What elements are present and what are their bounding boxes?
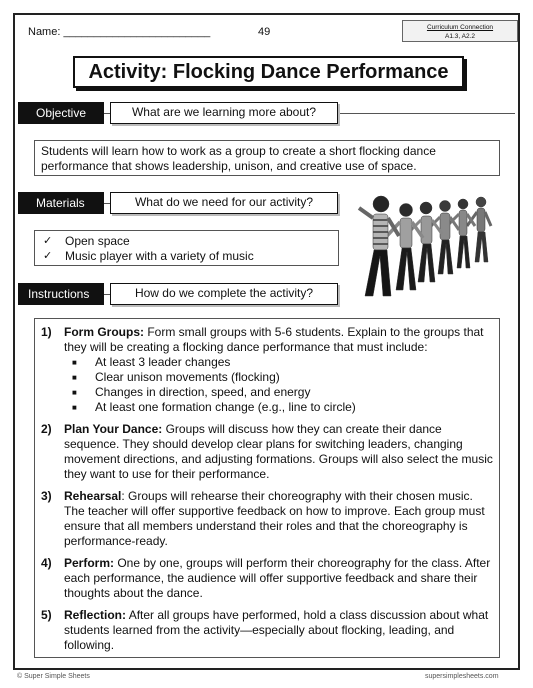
list-item <box>41 422 493 482</box>
materials-label: Materials <box>18 192 104 214</box>
step-number: 4) <box>41 556 52 570</box>
materials-question: What do we need for our activity? <box>110 192 338 214</box>
step-title: Perform: <box>64 556 115 570</box>
square-bullet-icon: ■ <box>72 388 77 397</box>
name-field-label: Name: ________________________ <box>28 26 211 38</box>
curriculum-codes: A1.3, A2.2 <box>445 33 475 40</box>
check-icon: ✓ <box>43 250 53 262</box>
step-number: 1) <box>41 325 52 339</box>
bullet-text: Clear unison movements (flocking) <box>95 370 280 384</box>
objective-text: Students will learn how to work as a group to create a short flocking dance performance that shows leadership, unison, and creative use of space. <box>34 140 500 176</box>
step-text: Groups will discuss how they can create their dance sequence. They should develop clear plans for switching leaders, changing movement directions, and adjusting formations. Groups will also select the music they want to use for their performance. <box>64 422 493 481</box>
step-title: Plan Your Dance: <box>64 422 163 436</box>
step-text: After all groups have performed, hold a class discussion about what students learned from the activity—especially about flocking, leading, and following. <box>64 608 489 652</box>
dancer-figure <box>467 197 491 262</box>
bullet-text: Changes in direction, speed, and energy <box>95 385 311 399</box>
bullet-text: At least 3 leader changes <box>95 355 231 369</box>
footer-copyright: © Super Simple Sheets <box>17 673 90 680</box>
materials-list <box>34 230 339 266</box>
dancer-figure <box>385 204 423 291</box>
curriculum-connection-box <box>402 20 518 42</box>
list-item <box>41 489 493 549</box>
step-title: Rehearsal <box>64 489 122 503</box>
material-label: Music player with a variety of music <box>65 249 254 263</box>
step-number: 3) <box>41 489 52 503</box>
list-item <box>41 325 493 415</box>
footer-website: supersimplesheets.com <box>425 673 499 680</box>
step-text: Form small groups with 5-6 students. Explain to the groups that they will be creating a flocking dance performance that must include: <box>64 325 484 354</box>
activity-title: Activity: Flocking Dance Performance <box>73 56 464 88</box>
list-item <box>41 556 493 601</box>
list-item <box>43 249 330 264</box>
objective-question: What are we learning more about? <box>110 102 338 124</box>
step-title: Form Groups: <box>64 325 144 339</box>
instructions-label: Instructions <box>18 283 104 305</box>
material-label: Open space <box>65 234 130 248</box>
objective-label: Objective <box>18 102 104 124</box>
curriculum-title: Curriculum Connection <box>426 24 494 31</box>
step-number: 5) <box>41 608 52 622</box>
instructions-question: How do we complete the activity? <box>110 283 338 305</box>
list-item <box>43 234 330 249</box>
check-icon: ✓ <box>43 235 53 247</box>
square-bullet-icon: ■ <box>72 373 77 382</box>
step-title: Reflection: <box>64 608 127 622</box>
dancer-figure <box>359 196 399 296</box>
list-item <box>64 370 493 385</box>
list-item <box>64 400 493 415</box>
list-item <box>64 385 493 400</box>
instructions-list <box>34 318 500 658</box>
dancers-photo <box>357 190 497 306</box>
step-text: One by one, groups will perform their choreography for the class. After each performance, the audience will offer supportive feedback and share their thoughts about the dance. <box>64 556 491 600</box>
list-item <box>64 355 493 370</box>
page-number: 49 <box>258 26 271 38</box>
square-bullet-icon: ■ <box>72 403 77 412</box>
bullet-text: At least one formation change (e.g., line to circle) <box>95 400 356 414</box>
step-text: : Groups will rehearse their choreography with their chosen music. The teacher will offer supportive feedback on how to improve. Each group must ensure that all members understand their roles and that the choreography is performance-ready. <box>64 489 485 548</box>
square-bullet-icon: ■ <box>72 358 77 367</box>
list-item <box>41 608 493 653</box>
step-number: 2) <box>41 422 52 436</box>
